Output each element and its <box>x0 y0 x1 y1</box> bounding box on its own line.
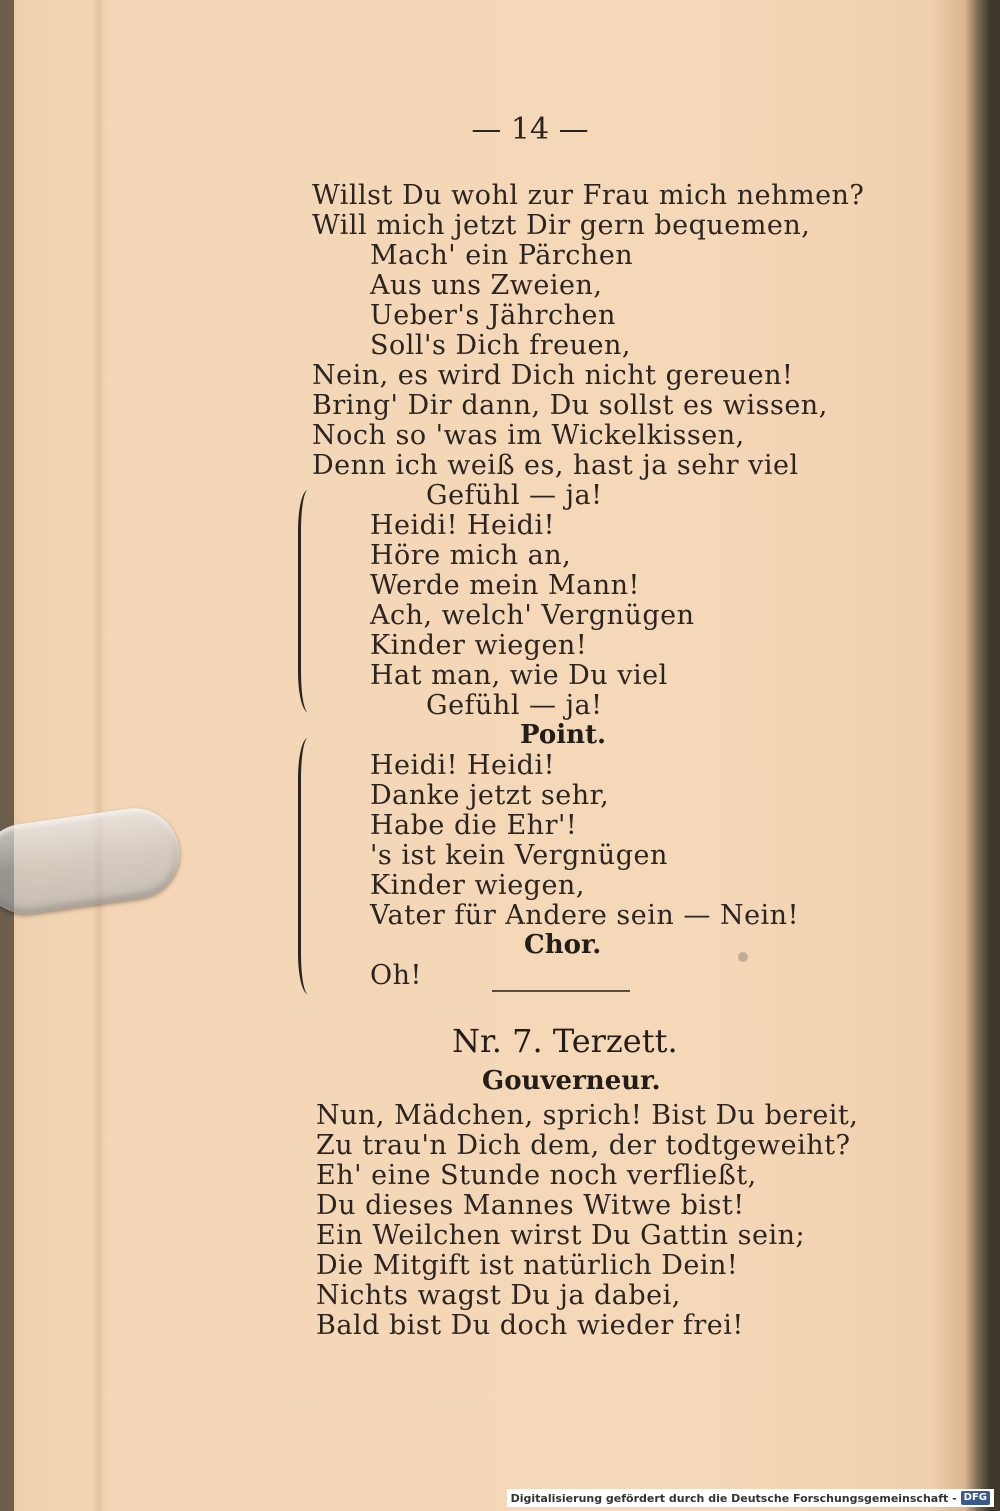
verse-line: Ein Weilchen wirst Du Gattin sein; <box>316 1220 806 1251</box>
verse-line: Heidi! Heidi! <box>370 510 555 541</box>
section-divider <box>492 990 630 992</box>
verse-line: Nein, es wird Dich nicht gereuen! <box>312 360 794 391</box>
speaker-point: Point. <box>520 720 607 750</box>
verse-line: Du dieses Mannes Witwe bist! <box>316 1190 745 1221</box>
speaker-gouverneur: Gouverneur. <box>482 1066 661 1096</box>
page-clip <box>0 803 185 920</box>
dfg-logo-icon: DFG <box>961 1491 990 1505</box>
verse-line: Ach, welch' Vergnügen <box>370 600 695 631</box>
verse-line: Ueber's Jährchen <box>370 300 616 331</box>
verse-line: Die Mitgift ist natürlich Dein! <box>316 1250 739 1281</box>
verse-line: Aus uns Zweien, <box>370 270 603 301</box>
section-title: Nr. 7. Terzett. <box>452 1022 678 1060</box>
footer-credit: Digitalisierung gefördert durch die Deutsche Forschungsgemeinschaft - <box>510 1491 957 1505</box>
verse-line: Zu trau'n Dich dem, der todtgeweiht? <box>316 1130 851 1161</box>
verse-line: Höre mich an, <box>370 540 572 571</box>
verse-line: Bald bist Du doch wieder frei! <box>316 1310 744 1341</box>
verse-line: Kinder wiegen, <box>370 870 585 901</box>
verse-line: Nichts wagst Du ja dabei, <box>316 1280 681 1311</box>
verse-line: Hat man, wie Du viel <box>370 660 668 691</box>
verse-line: Will mich jetzt Dir gern bequemen, <box>312 210 811 241</box>
verse-line: Gefühl — ja! <box>426 690 603 721</box>
verse-line: Kinder wiegen! <box>370 630 588 661</box>
verse-line: Bring' Dir dann, Du sollst es wissen, <box>312 390 828 421</box>
speaker-chor: Chor. <box>524 930 602 960</box>
verse-line: Mach' ein Pärchen <box>370 240 634 271</box>
scan-background-strip <box>0 0 14 1511</box>
verse-line: Denn ich weiß es, hast ja sehr viel <box>312 450 799 481</box>
verse-bracket <box>298 490 315 712</box>
digitization-footer <box>507 1489 994 1507</box>
verse-line: Danke jetzt sehr, <box>370 780 610 811</box>
verse-line: Willst Du wohl zur Frau mich nehmen? <box>312 180 865 211</box>
page-number: — 14 — <box>471 112 589 147</box>
ink-spot <box>738 952 748 962</box>
verse-line: Nun, Mädchen, sprich! Bist Du bereit, <box>316 1100 859 1131</box>
verse-line: Vater für Andere sein — Nein! <box>370 900 799 931</box>
verse-line: Eh' eine Stunde noch verfließt, <box>316 1160 757 1191</box>
verse-line: Oh! <box>370 960 422 991</box>
verse-line: Soll's Dich freuen, <box>370 330 631 361</box>
verse-line: 's ist kein Vergnügen <box>370 840 668 871</box>
verse-line: Noch so 'was im Wickelkissen, <box>312 420 745 451</box>
verse-line: Gefühl — ja! <box>426 480 603 511</box>
page-fold-shadow <box>92 0 106 1511</box>
verse-bracket <box>298 738 315 994</box>
verse-line: Habe die Ehr'! <box>370 810 578 841</box>
verse-line: Werde mein Mann! <box>370 570 640 601</box>
verse-line: Heidi! Heidi! <box>370 750 555 781</box>
